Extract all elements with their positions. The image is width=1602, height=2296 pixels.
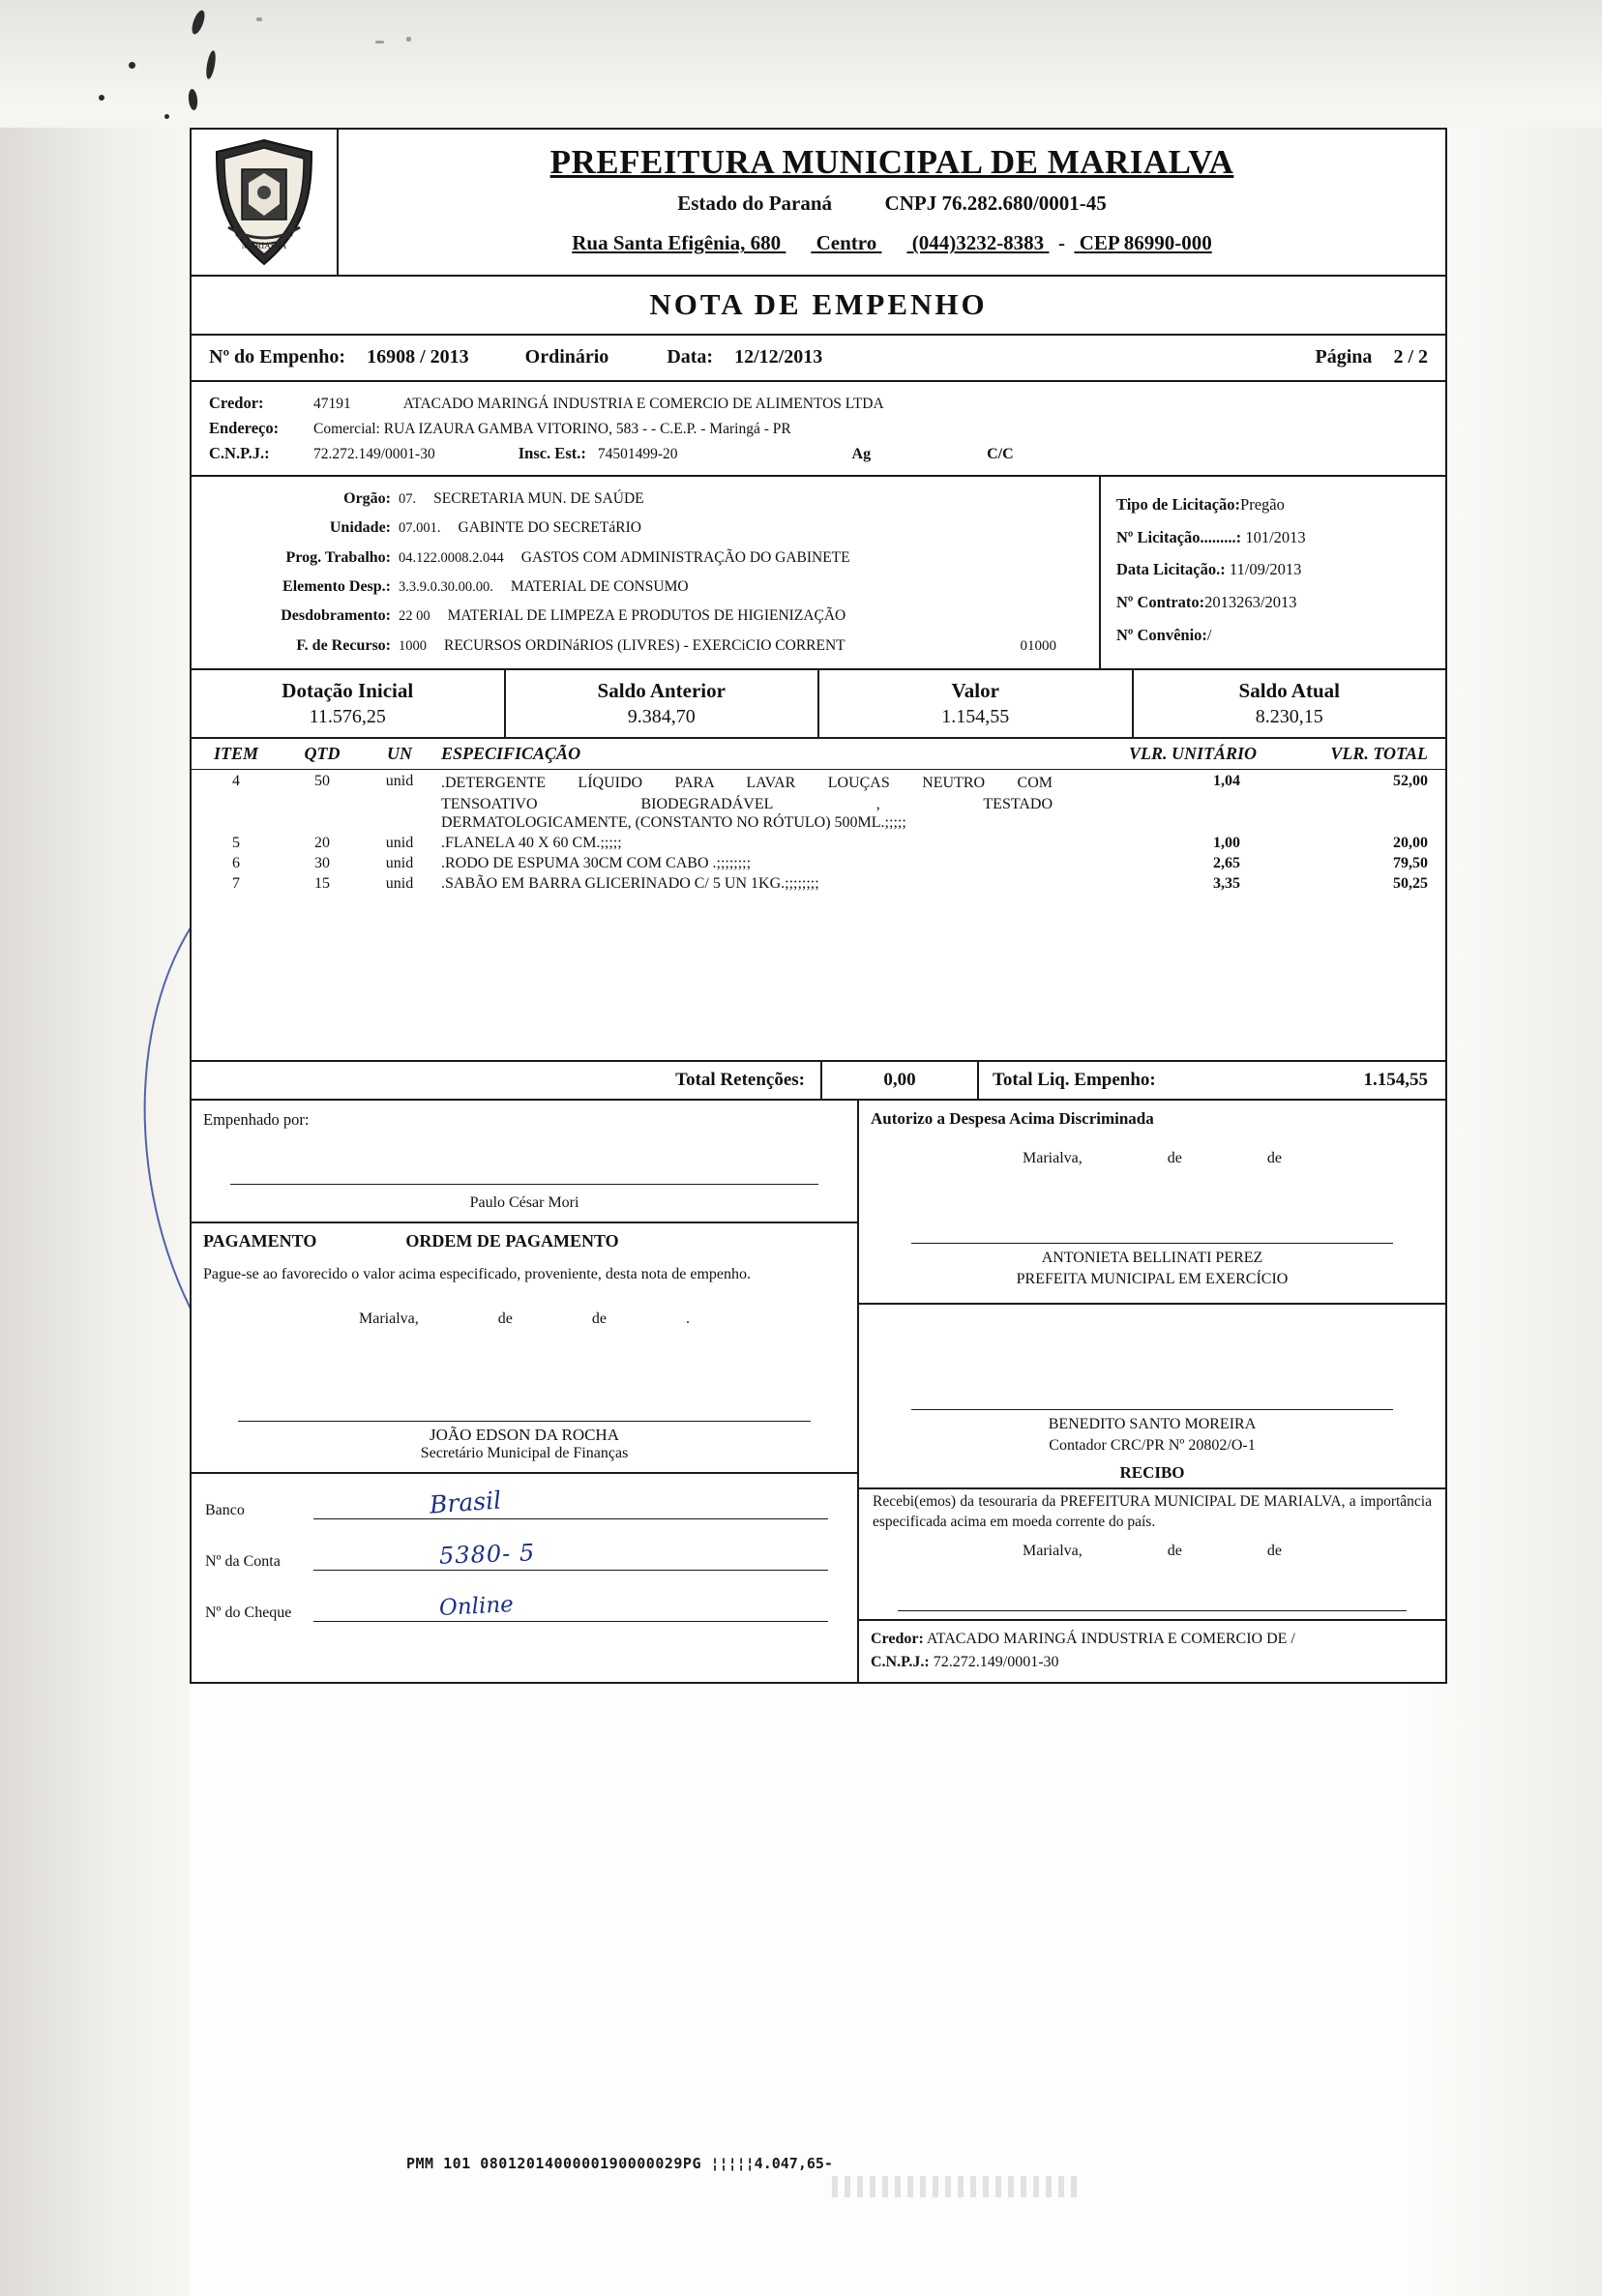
conta-label: Nº da Conta [205, 1553, 281, 1571]
data-licitacao-value: 11/09/2013 [1229, 560, 1302, 579]
financas-signature-names [192, 1422, 857, 1472]
micr-amount: ¦¦¦¦¦4.047,65- [710, 2155, 833, 2172]
row-unit-price: 1,04 [1213, 773, 1240, 790]
endereco-row [209, 416, 1428, 441]
elemento-desp-label: Elemento Desp.: [282, 578, 391, 595]
row-description [435, 773, 1060, 832]
unidade-label: Unidade: [329, 519, 391, 537]
empenhado-signature-line-box [192, 1130, 857, 1191]
cheque-label: Nº do Cheque [205, 1604, 292, 1622]
page-number: 2 / 2 [1393, 346, 1428, 368]
total-retencoes-value: 0,00 [820, 1062, 977, 1099]
fonte-recurso-desc: RECURSOS ORDINáRIOS (LIVRES) - EXERCiCIO CORRENT [444, 636, 846, 654]
conta-field-row[interactable] [192, 1535, 857, 1586]
address-phone: (044)3232-8383 [911, 231, 1045, 255]
total-retencoes-label: Total Retenções: [675, 1070, 805, 1091]
empenho-date-value: 12/12/2013 [734, 346, 823, 368]
row-quantity: 50 [314, 773, 330, 790]
conta-handwritten-value: 5380- 5 [438, 1539, 536, 1571]
scan-top-edge [0, 0, 1602, 128]
table-row [192, 852, 1445, 872]
column-header-valor-unitario: VLR. UNITÁRIO [1128, 744, 1258, 764]
row-item-number: 6 [232, 855, 240, 872]
recibo-cidade: Marialva, [1023, 1542, 1083, 1559]
document-type-title: NOTA DE EMPENHO [192, 277, 1445, 336]
autorizo-de-2: de [1266, 1150, 1282, 1167]
convenio-label: Nº Convênio: [1116, 626, 1207, 645]
credor-label: Credor: [209, 394, 264, 412]
inscricao-estadual-value: 74501499-20 [597, 446, 678, 463]
prefeita-nome: ANTONIETA BELLINATI PEREZ [1041, 1250, 1263, 1267]
orgao-row [207, 485, 1089, 514]
cheque-field-row[interactable] [192, 1586, 857, 1643]
ordem-pagamento-title: ORDEM DE PAGAMENTO [405, 1231, 619, 1251]
tipo-licitacao-value: Pregão [1240, 494, 1285, 514]
scan-artifact-blob [164, 114, 169, 119]
empenho-kind: Ordinário [524, 346, 609, 368]
prefeita-signature-names [859, 1244, 1445, 1289]
recibo-credor-block [859, 1619, 1445, 1682]
saldo-atual-label: Saldo Atual [1238, 679, 1340, 703]
row-item-number: 4 [232, 773, 240, 790]
cnpj-label: C.N.P.J.: [209, 444, 270, 463]
fonte-recurso-row [207, 632, 1089, 661]
empenho-date-label: Data: [667, 346, 714, 368]
page-label: Página [1315, 346, 1373, 368]
valor-value: 1.154,55 [941, 706, 1010, 728]
prog-trabalho-label: Prog. Trabalho: [285, 548, 391, 566]
row-total-price: 50,25 [1393, 875, 1428, 893]
row-description: .FLANELA 40 X 60 CM.;;;;; [441, 835, 622, 852]
signature-line [230, 1184, 818, 1185]
scan-artifact-blob [129, 62, 135, 69]
row-unit: unid [385, 835, 414, 852]
empenhado-por-label: Empenhado por: [203, 1110, 310, 1130]
micr-footer-line [406, 2155, 833, 2172]
autorizo-title: Autorizo a Despesa Acima Discriminada [871, 1109, 1154, 1129]
num-licitacao-value: 101/2013 [1245, 527, 1306, 546]
pagamento-text: Pague-se ao favorecido o valor acima especificado, proveniente, desta nota de empenho. [203, 1266, 751, 1283]
pagamento-place-line [192, 1285, 857, 1328]
recibo-de-1: de [1167, 1542, 1182, 1559]
desdobramento-label: Desdobramento: [281, 607, 391, 625]
row-quantity: 20 [314, 835, 330, 852]
banco-input[interactable] [313, 1486, 828, 1519]
credor-block [192, 382, 1445, 477]
signature-right-column [859, 1101, 1445, 1682]
elemento-desp-code: 3.3.9.0.30.00.00. [399, 579, 493, 595]
recibo-de-2: de [1266, 1542, 1282, 1559]
row-item-number: 5 [232, 835, 240, 852]
unidade-desc: GABINTE DO SECRETáRIO [458, 519, 641, 537]
empenho-number-value: 16908 / 2013 [367, 346, 469, 368]
prefeita-cargo: PREFEITA MUNICIPAL EM EXERCÍCIO [1016, 1270, 1289, 1287]
recibo-title: RECIBO [1119, 1462, 1185, 1482]
financas-nome: JOÃO EDSON DA ROCHA [430, 1426, 619, 1445]
prefeita-signature-line-box [859, 1167, 1445, 1244]
contador-signature-names [859, 1410, 1445, 1456]
signature-area [192, 1101, 1445, 1682]
unidade-row [207, 514, 1089, 543]
recibo-signature-line-box [859, 1560, 1445, 1619]
unidade-code: 07.001. [399, 520, 441, 537]
prog-trabalho-desc: GASTOS COM ADMINISTRAÇÃO DO GABINETE [520, 548, 850, 566]
autorizo-cidade: Marialva, [1023, 1150, 1083, 1167]
banco-field-row[interactable] [192, 1484, 857, 1535]
fonte-recurso-label: F. de Recurso: [296, 636, 391, 654]
recibo-text: Recebi(emos) da tesouraria da PREFEITURA MUNICIPAL DE MARIALVA, a importância especificada acima em moeda corrente do país. [873, 1492, 1432, 1531]
recibo-credor-label: Credor: [871, 1630, 924, 1647]
orgao-column [192, 477, 1099, 668]
empenho-summary-row [192, 336, 1445, 382]
cnpj-label: CNPJ 76.282.680/0001-45 [884, 191, 1107, 216]
pagamento-title: PAGAMENTO [203, 1231, 317, 1251]
valor-cell [817, 670, 1132, 737]
num-licitacao-label: Nº Licitação.........: [1116, 527, 1242, 546]
address-street: Rua Santa Efigênia, 680 [572, 231, 782, 255]
scan-artifact-blob [99, 95, 104, 101]
column-header-qtd: QTD [304, 744, 341, 764]
pagamento-ponto: . [685, 1310, 690, 1328]
saldo-anterior-value: 9.384,70 [627, 706, 696, 728]
row-description: .RODO DE ESPUMA 30CM COM CABO .;;;;;;;; [441, 855, 752, 872]
credor-name: ATACADO MARINGÁ INDUSTRIA E COMERCIO DE ALIMENTOS LTDA [402, 396, 884, 412]
cnpj-value: 72.272.149/0001-30 [313, 446, 435, 463]
cheque-handwritten-value: Online [438, 1592, 515, 1622]
data-licitacao-label: Data Licitação.: [1116, 560, 1226, 579]
pagamento-cidade: Marialva, [359, 1310, 419, 1328]
row-unit: unid [385, 773, 414, 790]
table-row [192, 832, 1445, 852]
items-table-body [192, 770, 1445, 1060]
column-header-valor-total: VLR. TOTAL [1330, 744, 1428, 764]
nota-de-empenho-document [190, 128, 1447, 1684]
pagamento-de-2: de [591, 1310, 607, 1328]
items-table-header [192, 739, 1445, 770]
financas-signature-line-box [192, 1328, 857, 1422]
city-coat-of-arms-icon [192, 130, 339, 275]
licitacao-column [1099, 477, 1445, 668]
desdobramento-row [207, 602, 1089, 631]
recibo-credor-row [871, 1628, 1445, 1651]
orgao-code: 07. [399, 490, 417, 507]
total-liquido-value: 1.154,55 [1363, 1070, 1428, 1091]
total-liquido-label: Total Liq. Empenho: [977, 1062, 1234, 1099]
column-header-un: UN [387, 744, 412, 764]
header-text-block [339, 130, 1445, 275]
header-state-cnpj [348, 191, 1436, 216]
row-description-line: TENSOATIVO BIODEGRADÁVEL , TESTADO [441, 795, 1053, 812]
prog-trabalho-code: 04.122.0008.2.044 [399, 549, 504, 566]
orgao-label: Orgão: [343, 489, 391, 507]
row-unit: unid [385, 875, 414, 893]
cnpj-row [209, 441, 1428, 467]
row-unit-price: 3,35 [1213, 875, 1240, 893]
tipo-licitacao-row [1116, 488, 1436, 521]
banco-handwritten-value: Brasil [429, 1486, 502, 1519]
column-header-especificacao: ESPECIFICAÇÃO [441, 744, 581, 764]
saldo-atual-cell [1132, 670, 1446, 737]
header-address: Rua Santa Efigênia, 680 Centro (044)3232-8383 - CEP 86990-000 [572, 231, 1212, 255]
contador-nome: BENEDITO SANTO MOREIRA [1048, 1416, 1257, 1433]
pagamento-header [192, 1222, 857, 1257]
recibo-cnpj-row [871, 1651, 1445, 1674]
orgao-licitacao-block [192, 477, 1445, 670]
recibo-body [859, 1487, 1445, 1619]
data-licitacao-row [1116, 553, 1436, 586]
saldo-atual-value: 8.230,15 [1255, 706, 1323, 728]
recibo-cnpj-label: C.N.P.J.: [871, 1653, 930, 1670]
autorizo-de-1: de [1167, 1150, 1182, 1167]
recibo-credor-name: ATACADO MARINGÁ INDUSTRIA E COMERCIO DE / [926, 1630, 1295, 1647]
fonte-recurso-code: 1000 [399, 637, 427, 654]
micr-code: PMM 101 0801201400000190000029PG [406, 2155, 701, 2172]
convenio-row [1116, 619, 1436, 652]
row-unit: unid [385, 855, 414, 872]
row-total-price: 79,50 [1393, 855, 1428, 872]
empenhado-por-name: Paulo César Mori [469, 1194, 579, 1212]
totals-row [192, 1060, 1445, 1101]
dotacao-inicial-cell [192, 670, 504, 737]
page-title: PREFEITURA MUNICIPAL DE MARIALVA [549, 143, 1234, 181]
recibo-place-line [859, 1533, 1445, 1560]
conta-corrente-label: C/C [987, 446, 1014, 463]
saldo-anterior-cell [504, 670, 818, 737]
row-item-number: 7 [232, 875, 240, 893]
column-header-item: ITEM [213, 744, 258, 764]
row-quantity: 30 [314, 855, 330, 872]
bank-fields [192, 1472, 857, 1643]
document-header [192, 130, 1445, 277]
prog-trabalho-row [207, 544, 1089, 573]
agencia-label: Ag [851, 446, 872, 463]
table-row [192, 872, 1445, 893]
contador-cargo: Contador CRC/PR Nº 20802/O-1 [1049, 1436, 1256, 1454]
contrato-row [1116, 586, 1436, 619]
recibo-cnpj-value: 72.272.149/0001-30 [933, 1653, 1059, 1670]
row-description-line: DERMATOLOGICAMENTE, (CONSTANTO NO RÓTULO) 500ML.;;;;; [441, 814, 906, 832]
address-district: Centro [816, 231, 877, 255]
saldo-anterior-label: Saldo Anterior [597, 679, 726, 703]
scan-dust [256, 17, 262, 21]
conta-input[interactable] [313, 1541, 828, 1571]
tipo-licitacao-label: Tipo de Licitação: [1116, 494, 1241, 514]
signature-left-column [192, 1101, 859, 1682]
empenho-number-label: Nº do Empenho: [209, 346, 346, 368]
cheque-input[interactable] [313, 1592, 828, 1622]
row-quantity: 15 [314, 875, 330, 893]
pagamento-de-1: de [497, 1310, 513, 1328]
endereco-label: Endereço: [209, 419, 280, 438]
desdobramento-code: 22 00 [399, 608, 430, 625]
scan-dust [375, 41, 384, 44]
valor-label: Valor [951, 679, 999, 703]
state-label: Estado do Paraná [677, 191, 833, 216]
financas-cargo: Secretário Municipal de Finanças [420, 1445, 629, 1462]
convenio-value: / [1206, 626, 1212, 645]
endereco-value: Comercial: RUA IZAURA GAMBA VITORINO, 583 - - C.E.P. - Maringá - PR [313, 421, 791, 438]
table-row [192, 770, 1445, 832]
scan-smudge [832, 2176, 1083, 2197]
row-description: .SABÃO EM BARRA GLICERINADO C/ 5 UN 1KG.;;;;;;;; [441, 875, 819, 893]
dotacao-inicial-value: 11.576,25 [309, 706, 386, 728]
saldos-row [192, 670, 1445, 739]
inscricao-estadual-label: Insc. Est.: [518, 444, 586, 463]
row-unit-price: 1,00 [1213, 835, 1240, 852]
row-unit-price: 2,65 [1213, 855, 1240, 872]
elemento-desp-desc: MATERIAL DE CONSUMO [510, 578, 689, 595]
fonte-recurso-extra: 01000 [1020, 637, 1056, 654]
elemento-desp-row [207, 573, 1089, 602]
contrato-label: Nº Contrato: [1116, 593, 1205, 612]
signature-line [898, 1610, 1407, 1611]
credor-row [209, 391, 1428, 416]
row-description-line: .DETERGENTE LÍQUIDO PARA LAVAR LOUÇAS NEUTRO COM [441, 775, 1053, 792]
orgao-desc: SECRETARIA MUN. DE SAÚDE [433, 489, 644, 507]
svg-text:MARIALVA: MARIALVA [241, 241, 287, 250]
credor-code: 47191 [313, 396, 351, 412]
dotacao-inicial-label: Dotação Inicial [282, 679, 414, 703]
desdobramento-desc: MATERIAL DE LIMPEZA E PRODUTOS DE HIGIENIZAÇÃO [447, 607, 846, 625]
contrato-value: 2013263/2013 [1204, 593, 1297, 612]
banco-label: Banco [205, 1502, 245, 1519]
num-licitacao-row [1116, 521, 1436, 554]
address-cep: CEP 86990-000 [1079, 231, 1212, 255]
row-total-price: 52,00 [1393, 773, 1428, 790]
scan-dust [406, 37, 411, 42]
autorizo-place-line [859, 1129, 1445, 1167]
contador-signature-line-box [859, 1303, 1445, 1410]
row-total-price: 20,00 [1393, 835, 1428, 852]
